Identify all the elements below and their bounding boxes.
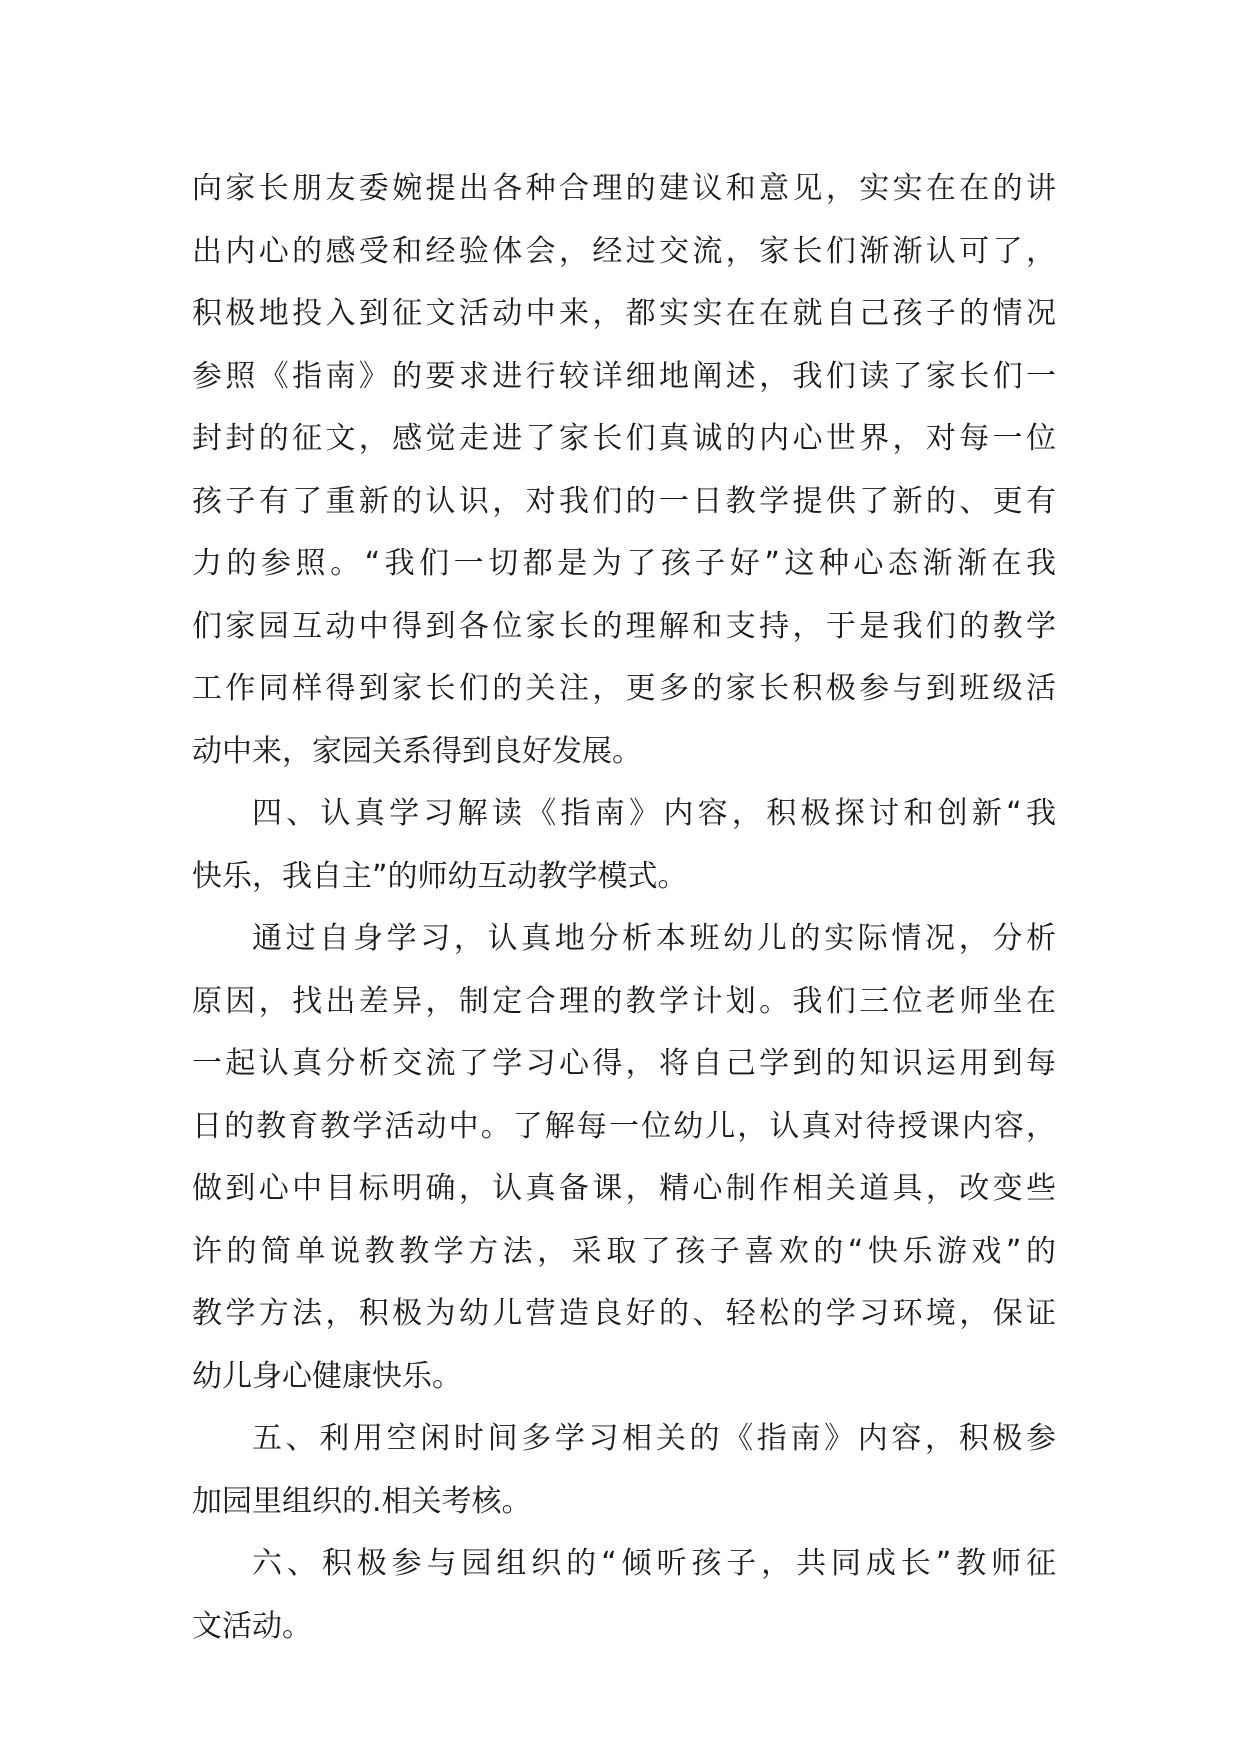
text-line: 力的参照。“我们一切都是为了孩子好”这种心态渐渐在我 bbox=[192, 546, 1056, 581]
text-line: 孩子有了重新的认识，对我们的一日教学提供了新的、更有 bbox=[192, 483, 1056, 519]
text-line: 工作同样得到家长们的关注，更多的家长积极参与到班级活 bbox=[192, 671, 1056, 706]
text-line: 一起认真分析交流了学习心得，将自己学到的知识运用到每 bbox=[192, 1046, 1056, 1081]
paragraph-first-line: 四、认真学习解读《指南》内容，积极探讨和创新“我 bbox=[252, 796, 1056, 831]
body-text bbox=[192, 158, 1056, 1658]
text-line: 出内心的感受和经验体会，经过交流，家长们渐渐认可了， bbox=[192, 233, 1056, 269]
text-line: 封封的征文，感觉走进了家长们真诚的内心世界，对每一位 bbox=[192, 421, 1056, 456]
text-line: 做到心中目标明确，认真备课，精心制作相关道具，改变些 bbox=[192, 1171, 1056, 1206]
text-line: 加园里组织的.相关考核。 bbox=[192, 1483, 532, 1519]
text-line: 日的教育教学活动中。了解每一位幼儿，认真对待授课内容， bbox=[192, 1108, 1056, 1144]
paragraph-first-line: 六、积极参与园组织的“倾听孩子，共同成长”教师征 bbox=[252, 1546, 1056, 1581]
text-line: 幼儿身心健康快乐。 bbox=[192, 1358, 462, 1394]
text-line: 向家长朋友委婉提出各种合理的建议和意见，实实在在的讲 bbox=[192, 171, 1056, 206]
text-line: 参照《指南》的要求进行较详细地阐述，我们读了家长们一 bbox=[192, 358, 1056, 394]
text-line: 们家园互动中得到各位家长的理解和支持，于是我们的教学 bbox=[192, 608, 1056, 644]
text-line: 积极地投入到征文活动中来，都实实在在就自己孩子的情况 bbox=[192, 296, 1056, 331]
text-line: 教学方法，积极为幼儿营造良好的、轻松的学习环境，保证 bbox=[192, 1296, 1056, 1331]
text-line: 动中来，家园关系得到良好发展。 bbox=[192, 733, 642, 769]
text-line: 原因，找出差异，制定合理的教学计划。我们三位老师坐在 bbox=[192, 983, 1056, 1019]
paragraph-first-line: 五、利用空闲时间多学习相关的《指南》内容，积极参 bbox=[252, 1421, 1056, 1456]
text-line: 快乐，我自主”的师幼互动教学模式。 bbox=[192, 858, 688, 894]
text-line: 许的简单说教教学方法，采取了孩子喜欢的“快乐游戏”的 bbox=[192, 1233, 1056, 1269]
text-line: 文活动。 bbox=[192, 1608, 312, 1644]
paragraph-first-line: 通过自身学习，认真地分析本班幼儿的实际情况，分析 bbox=[252, 921, 1056, 956]
